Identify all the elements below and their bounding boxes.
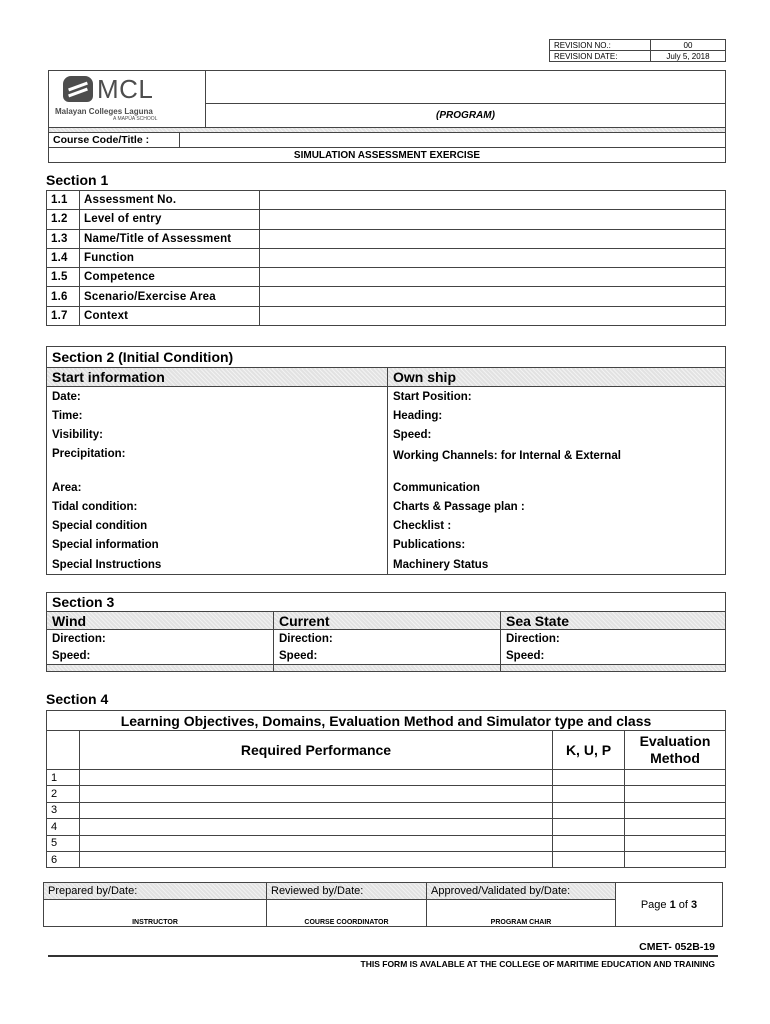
- performance-row: [47, 819, 726, 835]
- section1-row-number: 1.5: [47, 268, 80, 287]
- performance-row-evaluation: [625, 851, 726, 867]
- performance-row-evaluation: [625, 802, 726, 818]
- own-ship-header: Own ship: [388, 368, 726, 387]
- performance-row-required: [80, 802, 553, 818]
- evaluation-method-header: [625, 731, 726, 770]
- performance-row-kup: [553, 770, 625, 786]
- performance-row-evaluation: [625, 819, 726, 835]
- header-table: [48, 70, 726, 163]
- sea-state-header: Sea State: [501, 612, 726, 630]
- section1-table: [46, 190, 726, 326]
- start-information-header: Start information: [47, 368, 388, 387]
- footer-rule: [48, 955, 718, 957]
- section1-row-value: [260, 248, 726, 267]
- section1-row-number: 1.1: [47, 191, 80, 210]
- revision-no-label: REVISION NO.:: [550, 40, 651, 51]
- s2-right-item: Speed:: [388, 426, 726, 445]
- performance-row-kup: [553, 802, 625, 818]
- course-code-label: Course Code/Title :: [49, 133, 180, 147]
- section2-table: [46, 346, 726, 575]
- performance-row: [47, 770, 726, 786]
- current-header: Current: [274, 612, 501, 630]
- section1-row: [47, 229, 726, 248]
- revision-table: [549, 39, 726, 62]
- performance-row-number: 2: [47, 786, 80, 802]
- program-blank: [206, 71, 726, 104]
- current-speed: Speed:: [274, 647, 501, 665]
- form-availability-note: THIS FORM IS AVALABLE AT THE COLLEGE OF MARITIME EDUCATION AND TRAINING: [360, 959, 715, 969]
- performance-row: [47, 802, 726, 818]
- section1-row-number: 1.3: [47, 229, 80, 248]
- logo-wordmark: MCL: [97, 74, 154, 104]
- revision-date-label: REVISION DATE:: [550, 51, 651, 62]
- section1-row-label: Competence: [80, 268, 260, 287]
- performance-row-evaluation: [625, 770, 726, 786]
- sea-state-speed: Speed:: [501, 647, 726, 665]
- performance-row: [47, 851, 726, 867]
- s2-right-item: Machinery Status: [388, 555, 726, 575]
- performance-row-number: 1: [47, 770, 80, 786]
- section1-row-value: [260, 229, 726, 248]
- course-code-value: [180, 133, 726, 147]
- section1-row-value: [260, 191, 726, 210]
- section1-row-label: Assessment No.: [80, 191, 260, 210]
- logo-shield-icon: [63, 76, 93, 102]
- section4-table-title: Learning Objectives, Domains, Evaluation Method and Simulator type and class: [47, 711, 726, 731]
- program-label: (PROGRAM): [206, 104, 726, 128]
- section1-row-number: 1.6: [47, 287, 80, 306]
- section1-row-value: [260, 306, 726, 325]
- section4-table: [46, 710, 726, 868]
- revision-date-value: July 5, 2018: [651, 51, 726, 62]
- section1-title: Section 1: [46, 172, 109, 188]
- school-subtitle: A MAPÚA SCHOOL: [113, 116, 158, 122]
- revision-no-value: 00: [651, 40, 726, 51]
- wind-speed: Speed:: [47, 647, 274, 665]
- section1-row-label: Name/Title of Assessment: [80, 229, 260, 248]
- section3-table: [46, 592, 726, 672]
- performance-row-required: [80, 851, 553, 867]
- logo-cell: [49, 71, 206, 128]
- performance-row-kup: [553, 819, 625, 835]
- performance-row-kup: [553, 851, 625, 867]
- section1-row-value: [260, 287, 726, 306]
- section1-row-number: 1.7: [47, 306, 80, 325]
- section1-row: [47, 248, 726, 267]
- coordinator-label: COURSE COORDINATOR: [267, 900, 427, 927]
- section1-row-label: Function: [80, 248, 260, 267]
- wind-header: Wind: [47, 612, 274, 630]
- section1-row-label: Level of entry: [80, 210, 260, 229]
- s2-right-item: Communication: [388, 478, 726, 497]
- required-performance-header: Required Performance: [80, 731, 553, 770]
- section3-title: Section 3: [47, 593, 726, 612]
- performance-row-number: 6: [47, 851, 80, 867]
- school-name: Malayan Colleges Laguna: [55, 107, 153, 116]
- form-title: SIMULATION ASSESSMENT EXERCISE: [49, 148, 726, 163]
- s2-left-item: Special condition: [47, 516, 388, 535]
- s2-left-item: Visibility:: [47, 426, 388, 445]
- s2-left-item: Tidal condition:: [47, 497, 388, 516]
- s2-right-item: Heading:: [388, 406, 726, 425]
- performance-row-evaluation: [625, 786, 726, 802]
- page-indicator: Page 1 of 3: [616, 883, 723, 927]
- performance-row-kup: [553, 835, 625, 851]
- prepared-by-label: Prepared by/Date:: [44, 883, 267, 900]
- performance-row-required: [80, 770, 553, 786]
- s2-right-item: Publications:: [388, 536, 726, 555]
- performance-row-required: [80, 819, 553, 835]
- performance-row-required: [80, 786, 553, 802]
- instructor-label: INSTRUCTOR: [44, 900, 267, 927]
- performance-row: [47, 835, 726, 851]
- section1-row-number: 1.4: [47, 248, 80, 267]
- section1-row-value: [260, 210, 726, 229]
- s2-left-item: Precipitation:: [47, 445, 388, 478]
- signature-table: [43, 882, 723, 927]
- performance-row-kup: [553, 786, 625, 802]
- s2-right-item: Checklist :: [388, 516, 726, 535]
- performance-row-number: 4: [47, 819, 80, 835]
- wind-direction: Direction:: [47, 630, 274, 648]
- program-chair-label: PROGRAM CHAIR: [427, 900, 616, 927]
- reviewed-by-label: Reviewed by/Date:: [267, 883, 427, 900]
- section2-title: Section 2 (Initial Condition): [47, 347, 726, 368]
- section1-row: [47, 287, 726, 306]
- performance-row-number: 5: [47, 835, 80, 851]
- section1-row: [47, 210, 726, 229]
- s2-left-item: Special information: [47, 536, 388, 555]
- evaluation-header-line1: Evaluation: [639, 733, 711, 749]
- section1-row: [47, 306, 726, 325]
- performance-row-evaluation: [625, 835, 726, 851]
- section1-row: [47, 268, 726, 287]
- performance-row-number: 3: [47, 802, 80, 818]
- s2-right-item: Start Position:: [388, 387, 726, 407]
- performance-row: [47, 786, 726, 802]
- performance-row-required: [80, 835, 553, 851]
- form-code: CMET- 052B-19: [639, 941, 715, 953]
- section1-row-value: [260, 268, 726, 287]
- section1-row: [47, 191, 726, 210]
- s2-right-item: Working Channels: for Internal & External: [388, 445, 726, 478]
- current-direction: Direction:: [274, 630, 501, 648]
- section1-row-label: Context: [80, 306, 260, 325]
- s2-right-item: Charts & Passage plan :: [388, 497, 726, 516]
- kup-header: K, U, P: [553, 731, 625, 770]
- school-logo: [53, 74, 201, 124]
- section1-row-number: 1.2: [47, 210, 80, 229]
- s2-left-item: Special Instructions: [47, 555, 388, 575]
- sea-state-direction: Direction:: [501, 630, 726, 648]
- evaluation-header-line2: Method: [650, 750, 700, 766]
- section1-row-label: Scenario/Exercise Area: [80, 287, 260, 306]
- s2-left-item: Date:: [47, 387, 388, 407]
- s2-left-item: Time:: [47, 406, 388, 425]
- section4-title: Section 4: [46, 691, 109, 707]
- approved-by-label: Approved/Validated by/Date:: [427, 883, 616, 900]
- s2-left-item: Area:: [47, 478, 388, 497]
